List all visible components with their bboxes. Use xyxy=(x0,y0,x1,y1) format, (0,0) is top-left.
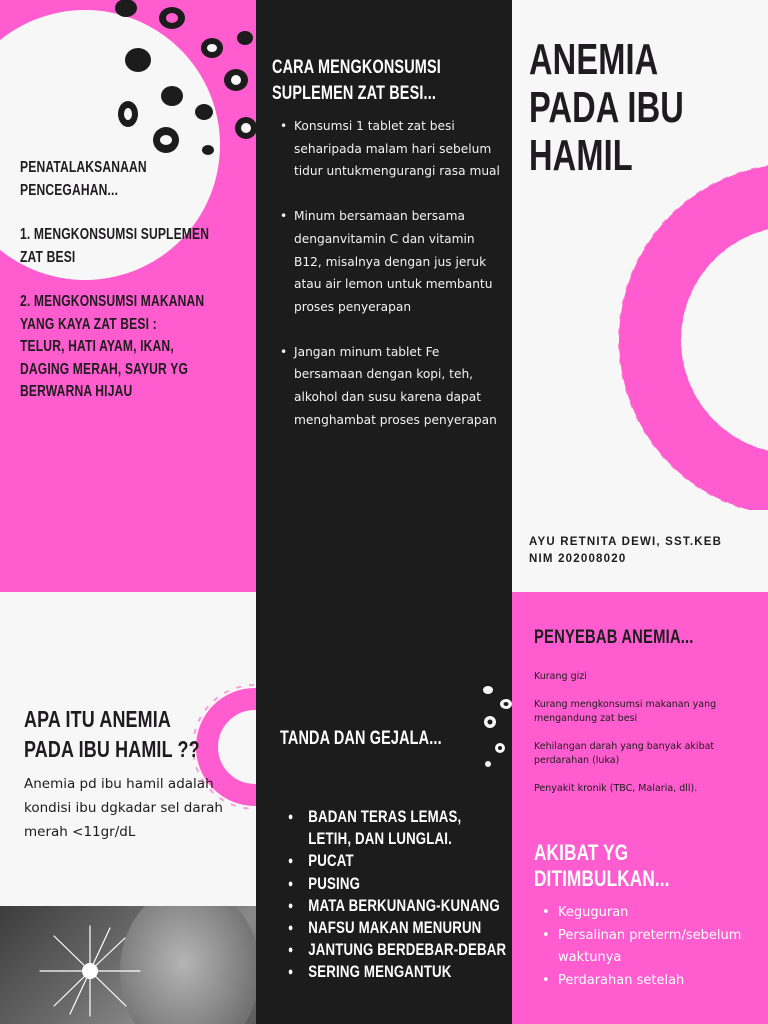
tanda-title: TANDA DAN GEJALA... xyxy=(280,728,442,749)
point-1 xyxy=(20,224,254,269)
author-block xyxy=(529,534,768,568)
list-item: • Konsumsi 1 tablet zat besi seharipada malam hari sebelum tidur untukmengurangi rasa mual xyxy=(278,115,503,183)
title-line: ANEMIA xyxy=(529,35,659,84)
list-item: Penyakit kronik (TBC, Malaria, dll). xyxy=(534,783,698,794)
page-title xyxy=(529,36,751,180)
list-item: ● NAFSU MAKAN MENURUN xyxy=(288,917,506,939)
apa-itu-body: Anemia pd ibu hamil adalah kondisi ibu dgkadar sel darah merah <11gr/dL xyxy=(24,776,223,840)
point-line: 2. MENGKONSUMSI MAKANAN xyxy=(20,293,205,310)
penatalaksanaan-heading xyxy=(20,157,254,202)
sparkler-photo xyxy=(0,906,256,1024)
list-item: • Keguguran xyxy=(540,902,760,925)
list-item: ● SERING MENGANTUK xyxy=(288,961,506,983)
list-item: ● PUSING xyxy=(288,873,506,895)
sparkler-icon xyxy=(30,916,150,1021)
point-line: DAGING MERAH, SAYUR YG xyxy=(20,360,189,378)
point-line: YANG KAYA ZAT BESI : xyxy=(20,315,157,333)
point-line: TELUR, HATI AYAM, IKAN, xyxy=(20,338,174,355)
point-line: BERWARNA HIJAU xyxy=(20,383,133,400)
list-item: • Minum bersamaan bersama denganvitamin C dan vitamin B12, misalnya dengan jus jeruk atau air lemon untuk membantu proses penyerapan xyxy=(278,205,503,319)
list-item: ● MATA BERKUNANG-KUNANG xyxy=(288,895,506,917)
title-line: HAMIL xyxy=(529,131,633,180)
list-item: Kurang mengkonsumsi makanan yang mengandung zat besi xyxy=(534,699,717,724)
list-item: ● JANTUNG BERDEBAR-DEBAR xyxy=(288,939,506,961)
list-item: • Perdarahan setelah xyxy=(540,970,760,993)
apa-itu-title xyxy=(24,704,256,764)
heading-line: PENATALAKSANAAN xyxy=(20,159,147,176)
list-item: • Persalinan preterm/sebelum waktunya xyxy=(540,925,760,970)
title-line: AKIBAT YG xyxy=(534,840,629,865)
heading-line: PENCEGAHAN... xyxy=(20,181,119,199)
title-line: DITIMBULKAN... xyxy=(534,866,670,891)
author-name: AYU RETNITA DEWI, SST.KEB xyxy=(529,536,723,548)
cara-title xyxy=(272,55,500,107)
akibat-title xyxy=(534,840,768,892)
title-line: APA ITU ANEMIA xyxy=(24,706,172,732)
cara-list xyxy=(278,115,503,453)
penyebab-list xyxy=(534,670,762,810)
penyebab-title: PENYEBAB ANEMIA... xyxy=(534,627,694,648)
title-line: PADA IBU xyxy=(529,83,684,132)
list-item: Kurang gizi xyxy=(534,671,587,682)
tanda-list xyxy=(288,806,506,984)
point-2 xyxy=(20,291,254,404)
point-line: ZAT BESI xyxy=(20,248,76,266)
list-item: ● PUCAT xyxy=(288,850,506,872)
cara-tanda-column xyxy=(256,0,512,1024)
decorative-dots xyxy=(100,0,256,160)
penyebab-akibat-panel xyxy=(512,592,768,1024)
title-line: SUPLEMEN ZAT BESI... xyxy=(272,83,437,104)
title-line: PADA IBU HAMIL ?? xyxy=(24,736,200,762)
akibat-list xyxy=(540,902,760,992)
list-item: ● BADAN TERAS LEMAS, LETIH, DAN LUNGLAI. xyxy=(288,806,506,850)
title-line: CARA MENGKONSUMSI xyxy=(272,57,441,78)
point-line: 1. MENGKONSUMSI SUPLEMEN xyxy=(20,226,210,243)
cover-panel xyxy=(512,0,768,592)
author-nim: NIM 202008020 xyxy=(529,553,627,565)
apa-itu-panel xyxy=(0,592,256,906)
penatalaksanaan-panel xyxy=(0,0,256,592)
penatalaksanaan-text xyxy=(20,157,254,404)
brush-ring xyxy=(595,150,768,510)
list-item: Kehilangan darah yang banyak akibat perdarahan (luka) xyxy=(534,741,715,766)
list-item: • Jangan minum tablet Fe bersamaan dengan kopi, teh, alkohol dan susu karena dapat menghambat proses penyerapan xyxy=(278,341,503,432)
